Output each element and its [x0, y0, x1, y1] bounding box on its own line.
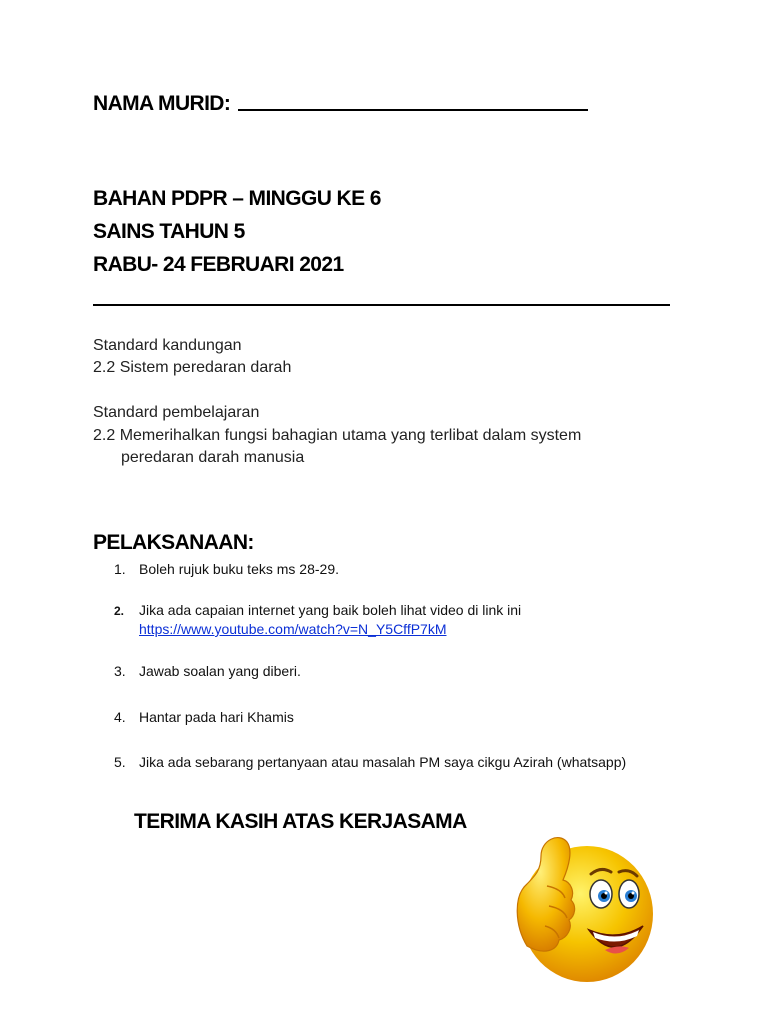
- learning-standard-title: Standard pembelajaran: [93, 404, 260, 421]
- list-item: [114, 601, 521, 639]
- student-name-blank-line: [238, 109, 588, 111]
- list-item: [114, 662, 301, 681]
- student-name-label: NAMA MURID:: [93, 92, 231, 115]
- list-item-number: 1.: [114, 561, 126, 577]
- video-link[interactable]: https://www.youtube.com/watch?v=N_Y5CffP7kM: [139, 621, 447, 637]
- content-standard-title: Standard kandungan: [93, 337, 242, 354]
- content-standard-item: 2.2 Sistem peredaran darah: [93, 359, 292, 376]
- list-item-number: 2.: [114, 604, 125, 618]
- header-week: BAHAN PDPR – MINGGU KE 6: [93, 187, 381, 210]
- list-item: [114, 753, 626, 772]
- list-item-text: Boleh rujuk buku teks ms 28-29.: [139, 561, 339, 577]
- list-item-text: Hantar pada hari Khamis: [139, 709, 294, 725]
- list-item: [114, 708, 294, 727]
- learning-standard-item: 2.2 Memerihalkan fungsi bahagian utama yang terlibat dalam system: [93, 427, 582, 444]
- list-item-number: 3.: [114, 663, 126, 679]
- header-date: RABU- 24 FEBRUARI 2021: [93, 253, 344, 276]
- list-item-text: Jawab soalan yang diberi.: [139, 663, 301, 679]
- learning-standard-item-cont: peredaran darah manusia: [121, 449, 305, 466]
- implementation-title: PELAKSANAAN:: [93, 531, 254, 554]
- list-item-text: Jika ada sebarang pertanyaan atau masalah PM saya cikgu Azirah (whatsapp): [139, 754, 627, 770]
- list-item-number: 4.: [114, 709, 126, 725]
- thank-you-text: TERIMA KASIH ATAS KERJASAMA: [134, 810, 467, 833]
- header-subject: SAINS TAHUN 5: [93, 220, 245, 243]
- list-item-number: 5.: [114, 754, 126, 770]
- student-name-row: [93, 92, 588, 116]
- list-item-text: Jika ada capaian internet yang baik boleh lihat video di link ini: [139, 602, 522, 618]
- list-item: [114, 560, 339, 579]
- thumbs-up-smiley-icon: [505, 826, 655, 986]
- header-divider: [93, 304, 670, 306]
